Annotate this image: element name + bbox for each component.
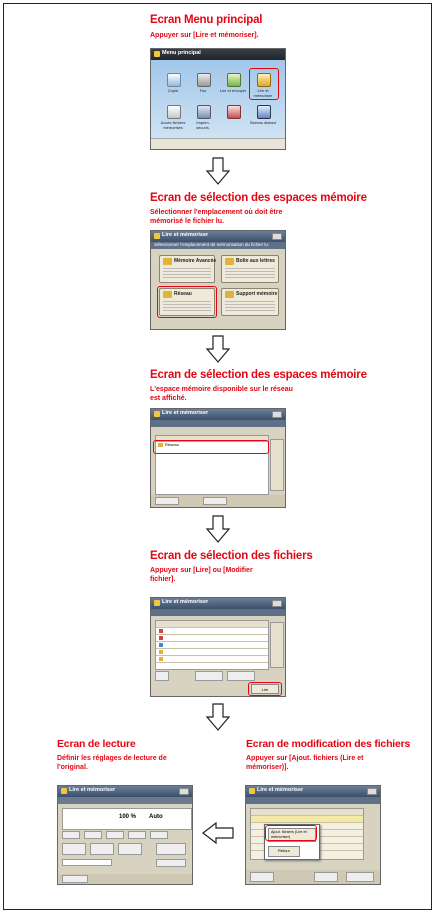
close-icon[interactable] — [272, 600, 282, 607]
tile-scan-send-label: Lire et envoyer — [219, 88, 247, 93]
main-menu-screen — [150, 48, 286, 150]
popup-back-label: Retour — [277, 848, 290, 853]
storage-title: Lire et mémoriser — [162, 232, 209, 238]
scan-option-1[interactable] — [62, 831, 80, 839]
tile-copy[interactable] — [159, 71, 187, 99]
files-scrollbar[interactable] — [270, 622, 284, 668]
memory-media-icon — [225, 291, 234, 298]
tile-secure-print[interactable] — [189, 103, 217, 131]
scan-option-5[interactable] — [150, 831, 168, 839]
memory-media-description — [225, 301, 275, 311]
step1-title: Ecran Menu principal — [150, 14, 263, 26]
tile-remote-desktop-label: Bureau distant — [250, 120, 276, 125]
network-title: Lire et mémoriser — [162, 410, 209, 416]
advanced-box-description — [163, 268, 211, 278]
arrow-down-1 — [206, 157, 230, 185]
files-option-button-2[interactable] — [195, 671, 223, 681]
scan-option-2[interactable] — [84, 831, 102, 839]
step5-subtitle: Appuyer sur [Ajout. fichiers (Lire et mémoriser)]. — [246, 755, 364, 771]
mail-box-button[interactable] — [221, 255, 279, 283]
edit-footer-button-1[interactable] — [250, 872, 274, 882]
advanced-box-icon — [163, 258, 172, 265]
edit-title: Lire et mémoriser — [257, 787, 304, 793]
close-icon[interactable] — [367, 788, 377, 795]
step4-subtitle: Appuyer sur [Lire] ou [Modifier fichier]. — [150, 567, 253, 583]
scan-screen — [57, 785, 193, 885]
highlight-read-button — [248, 682, 282, 696]
read-button-label: Lire — [261, 687, 269, 692]
popup-back-button[interactable] — [268, 846, 300, 857]
file-list — [155, 620, 269, 670]
network-footer — [151, 495, 285, 507]
tile-scan-store-label: Lire et mémoriser — [253, 88, 273, 98]
tile-access-files-label: Accès fichiers mémorisés — [160, 120, 186, 130]
edit-screen — [245, 785, 381, 885]
scan-option-9[interactable] — [156, 843, 186, 855]
close-icon[interactable] — [179, 788, 189, 795]
network-titlebar — [151, 409, 285, 420]
folder-icon — [154, 233, 160, 239]
secure-print-icon — [197, 105, 211, 119]
file-list-header — [156, 621, 268, 628]
folder-icon — [154, 411, 160, 417]
step3-title: Ecran de sélection des espaces mémoire — [150, 369, 367, 381]
storage-instruction: Sélectionner l'emplacement de mémorisation du fichier lu. — [154, 242, 270, 247]
step1-subtitle: Appuyer sur [Lire et mémoriser]. — [150, 32, 259, 39]
storage-titlebar — [151, 231, 285, 242]
storage-screen — [150, 230, 286, 330]
edit-footer-button-2[interactable] — [314, 872, 338, 882]
scan-start-button[interactable] — [156, 859, 186, 867]
fax-icon — [197, 73, 211, 87]
network-scrollbar[interactable] — [270, 439, 284, 491]
scan-title: Lire et mémoriser — [69, 787, 116, 793]
file-name-field[interactable] — [62, 859, 112, 866]
scan-option-8[interactable] — [118, 843, 142, 855]
file-icon — [159, 636, 163, 640]
main-menu-title: Menu principal — [162, 50, 201, 56]
file-row[interactable] — [156, 656, 268, 663]
network-item-label: Réseau — [165, 442, 179, 447]
storage-subbar — [151, 242, 285, 249]
files-option-button-1[interactable] — [155, 671, 169, 681]
arrow-down-4 — [206, 703, 230, 731]
home-icon — [154, 51, 160, 57]
folder-icon — [154, 600, 160, 606]
scan-option-6[interactable] — [62, 843, 86, 855]
arrow-down-3 — [206, 515, 230, 543]
files-option-button-3[interactable] — [227, 671, 255, 681]
folder-icon — [61, 788, 67, 794]
network-label: Réseau — [174, 291, 192, 297]
add-files-option-label: Ajout. fichiers (Lire et mémoriser) — [271, 830, 307, 839]
step3-subtitle: L'espace mémoire disponible sur le réseau est affiché. — [150, 386, 293, 402]
files-subbar — [151, 609, 285, 616]
scan-send-icon — [227, 73, 241, 87]
folder-icon — [249, 788, 255, 794]
edit-subbar — [246, 797, 380, 804]
file-icon — [159, 629, 163, 633]
tile-copy-label: Copie — [167, 88, 179, 93]
folder-icon — [159, 657, 163, 661]
tile-secure-print-label: Imprim. sécuris. — [196, 120, 210, 130]
memory-media-button[interactable] — [221, 288, 279, 316]
highlight-scan-store — [249, 68, 279, 100]
scan-settings-panel — [62, 808, 192, 830]
file-icon — [159, 643, 163, 647]
arrow-left — [202, 822, 234, 844]
mail-box-label: Boîte aux lettres — [236, 258, 275, 264]
step4-title: Ecran de sélection des fichiers — [150, 550, 313, 562]
scan-footer-button[interactable] — [62, 875, 88, 883]
main-menu-titlebar — [151, 49, 285, 60]
scan-titlebar — [58, 786, 192, 797]
files-titlebar — [151, 598, 285, 609]
edit-footer-button-3[interactable] — [346, 872, 374, 882]
highlight-network — [157, 286, 217, 318]
folder-icon — [159, 650, 163, 654]
file-row[interactable] — [156, 642, 268, 649]
network-subbar — [151, 420, 285, 427]
mail-box-icon — [225, 258, 234, 265]
network-screen — [150, 408, 286, 508]
scan-option-3[interactable] — [106, 831, 124, 839]
scan-option-7[interactable] — [90, 843, 114, 855]
step2-subtitle: Sélectionner l'emplacement où doit être mémorisé le fichier lu. — [150, 209, 283, 225]
edit-titlebar — [246, 786, 380, 797]
main-menu-footer — [151, 138, 285, 149]
tile-fax-label: Fax — [199, 88, 207, 93]
footer-button-1[interactable] — [155, 497, 179, 505]
files-title: Lire et mémoriser — [162, 599, 209, 605]
advanced-box-button[interactable] — [159, 255, 215, 283]
highlight-add-files — [265, 825, 317, 841]
close-icon[interactable] — [272, 411, 282, 418]
scan-ratio-value: 100 % — [119, 814, 137, 820]
file-row[interactable] — [156, 635, 268, 642]
edit-file-row[interactable] — [251, 816, 363, 823]
file-row[interactable] — [156, 649, 268, 656]
footer-button-2[interactable] — [203, 497, 227, 505]
scan-subbar — [58, 797, 192, 804]
tile-extra[interactable] — [219, 103, 247, 131]
memory-media-label: Support mémoire — [236, 291, 278, 297]
highlight-network-item — [153, 440, 269, 454]
tile-remote-desktop[interactable] — [249, 103, 277, 131]
step5-title: Ecran de modification des fichiers — [246, 738, 411, 750]
tile-scan-send[interactable] — [219, 71, 247, 99]
edit-list-header — [251, 809, 363, 816]
tile-fax[interactable] — [189, 71, 217, 99]
extra-icon — [227, 105, 241, 119]
copy-icon — [167, 73, 181, 87]
access-files-icon — [167, 105, 181, 119]
step6-title: Ecran de lecture — [57, 738, 136, 750]
mail-box-description — [225, 268, 275, 278]
scan-footer — [58, 874, 192, 884]
scan-size-value: Auto — [149, 814, 163, 820]
step6-subtitle: Définir les réglages de lecture de l'original. — [57, 755, 167, 771]
arrow-down-2 — [206, 335, 230, 363]
remote-desktop-icon — [257, 105, 271, 119]
edit-footer — [246, 870, 380, 884]
close-icon[interactable] — [272, 233, 282, 240]
step2-title: Ecran de sélection des espaces mémoire — [150, 192, 367, 204]
files-screen — [150, 597, 286, 697]
file-row[interactable] — [156, 628, 268, 635]
scan-option-4[interactable] — [128, 831, 146, 839]
advanced-box-label: Mémoire Avancée — [174, 258, 217, 264]
tile-access-files[interactable] — [159, 103, 187, 131]
